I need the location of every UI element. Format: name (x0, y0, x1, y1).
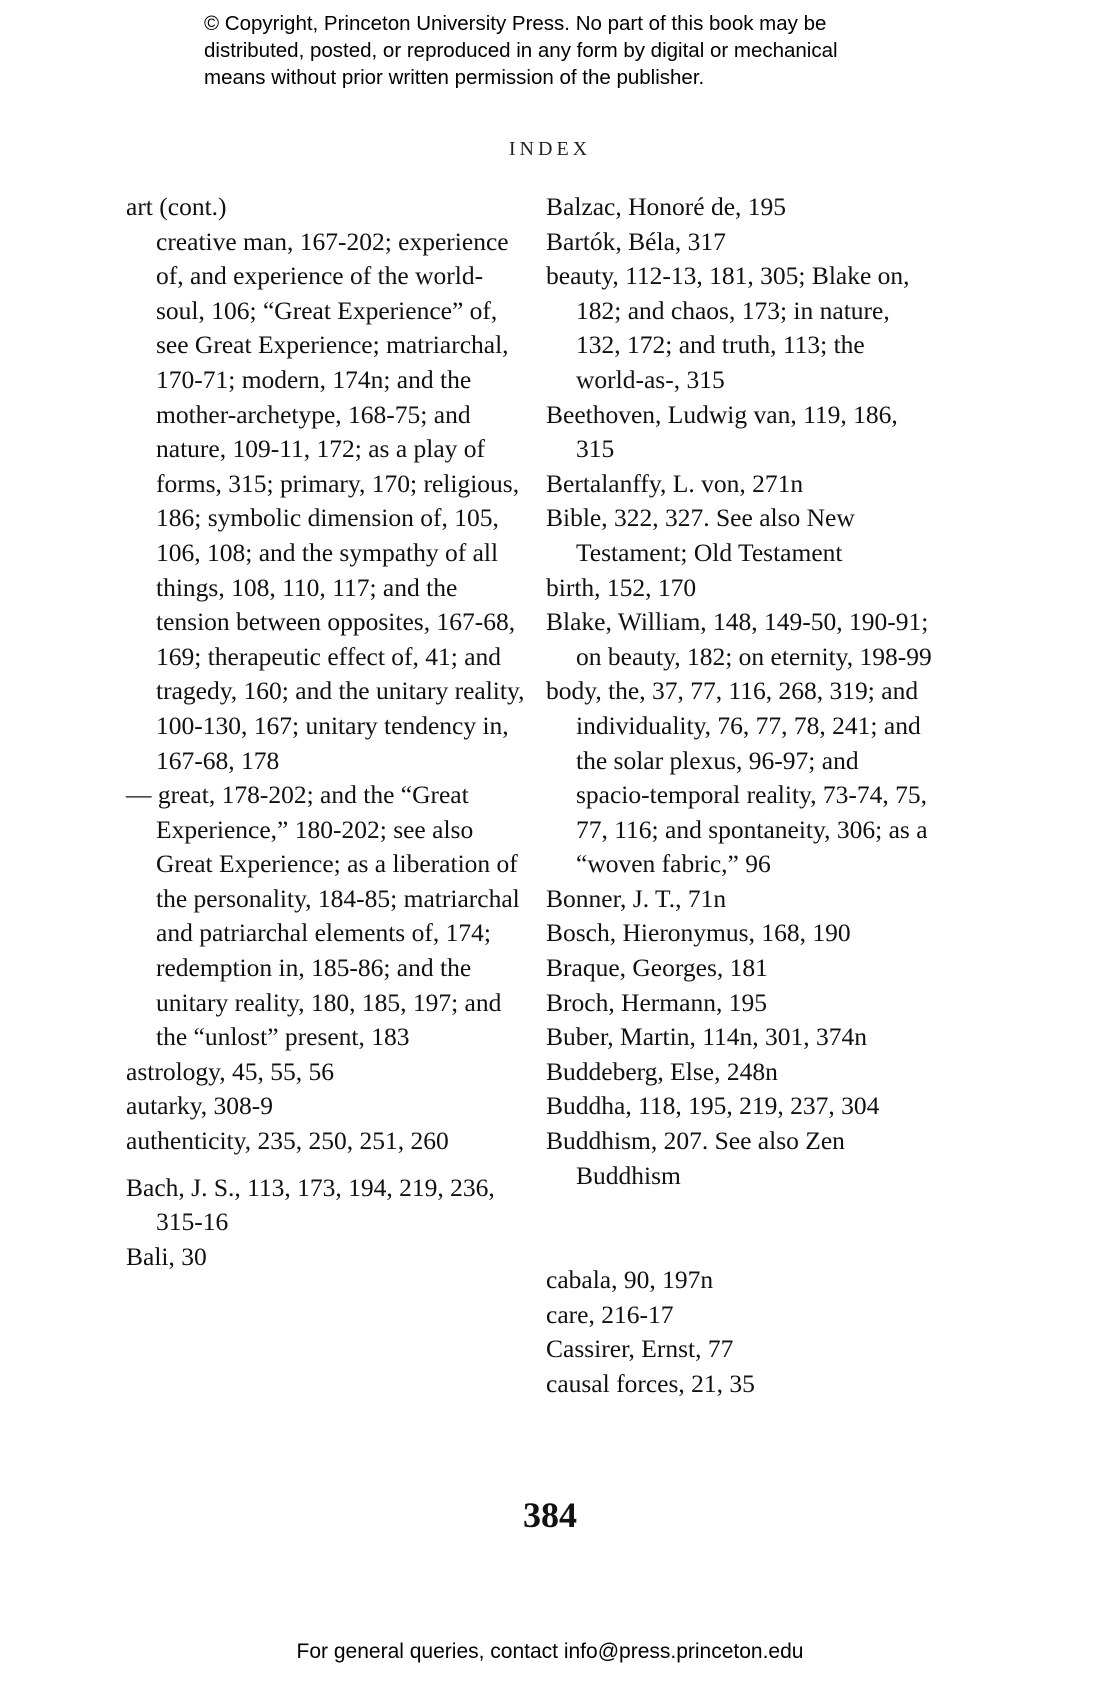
index-entry: birth, 152, 170 (546, 572, 697, 602)
running-head: INDEX (508, 138, 592, 160)
index-column-right (546, 190, 936, 1402)
index-entry: — great, 178-202; and the “Great Experience,” 180-202; see also Great Experience; as a liberation of the personality, 184-85; matriarchal and patriarchal elements of, 174; redemption in, 185-86; and the unitary reality, 180, 185, 197; and the “unlost” present, 183 (126, 780, 520, 1052)
index-entry: Blake, William, 148, 149-50, 190-91; on beauty, 182; on eternity, 198-99 (546, 607, 932, 671)
index-subentries (126, 225, 528, 779)
letter-group-gap (126, 1159, 528, 1171)
index-entry: Bosch, Hieronymus, 168, 190 (546, 918, 851, 948)
index-entry: Bertalanffy, L. von, 271n (546, 468, 804, 498)
index-entry: Buddhism, 207. See also Zen Buddhism (546, 1126, 845, 1190)
copyright-notice (204, 10, 944, 91)
index-entry: cabala, 90, 197n (546, 1265, 714, 1295)
index-entry: care, 216-17 (546, 1299, 674, 1329)
index-entry: Bali, 30 (126, 1241, 207, 1271)
index-entry: Beethoven, Ludwig van, 119, 186, 315 (546, 399, 898, 464)
index-entry-heading: art (cont.) (126, 192, 227, 221)
index-entry: Cassirer, Ernst, 77 (546, 1334, 734, 1364)
footer-contact: For general queries, contact info@press.princeton.edu (296, 1640, 804, 1663)
copyright-line: means without prior written permission of the publisher. (204, 66, 705, 89)
index-entry: Braque, Georges, 181 (546, 953, 768, 983)
index-entry: Bach, J. S., 113, 173, 194, 219, 236, 315-16 (126, 1172, 495, 1237)
index-entry: Bartók, Béla, 317 (546, 226, 726, 256)
copyright-line: © Copyright, Princeton University Press. No part of this book may be (204, 12, 827, 35)
page-number: 384 (523, 1495, 577, 1535)
index-entry: authenticity, 235, 250, 251, 260 (126, 1126, 449, 1156)
copyright-line: distributed, posted, or reproduced in any form by digital or mechanical (204, 39, 838, 62)
index-subentry: creative man, 167-202; experience of, and experience of the world-soul, 106; “Great Experience” of, see Great Experience; matriarchal, 170-71; modern, 174n; and the mother-archetype, 168-75; and nature, 109-11, 172; as a play of forms, 315; primary, 170; religious, 186; symbolic dimension of, 105, 106, 108; and the sympathy of all things, 108, 110, 117; and the tension between opposites, 167-68, 169; therapeutic effect of, 41; and tragedy, 160; and the unitary reality, 100-130, 167; unitary tendency in, 167-68, 178 (156, 226, 525, 775)
index-entry: beauty, 112-13, 181, 305; Blake on, 182; and chaos, 173; in nature, 132, 172; and truth, 113; the world-as-, 315 (546, 261, 910, 394)
index-entry: Bible, 322, 327. See also New Testament; Old Testament (546, 503, 855, 567)
index-entry: Buddeberg, Else, 248n (546, 1056, 778, 1086)
index-entry: Balzac, Honoré de, 195 (546, 192, 787, 221)
index-entry: body, the, 37, 77, 116, 268, 319; and individuality, 76, 77, 78, 241; and the solar plexus, 96-97; and spacio-temporal reality, 73-74, 75, 77, 116; and spontaneity, 306; as a “woven fabric,” 96 (546, 676, 928, 879)
index-entry: Broch, Hermann, 195 (546, 987, 767, 1017)
index-column-left (126, 190, 528, 1274)
index-entry: Bonner, J. T., 71n (546, 883, 727, 913)
index-entry: Buber, Martin, 114n, 301, 374n (546, 1022, 868, 1052)
index-entry: astrology, 45, 55, 56 (126, 1056, 334, 1086)
index-entry: causal forces, 21, 35 (546, 1369, 755, 1398)
index-entry: autarky, 308-9 (126, 1091, 274, 1121)
letter-group-gap (546, 1193, 936, 1263)
index-entry: Buddha, 118, 195, 219, 237, 304 (546, 1091, 880, 1121)
